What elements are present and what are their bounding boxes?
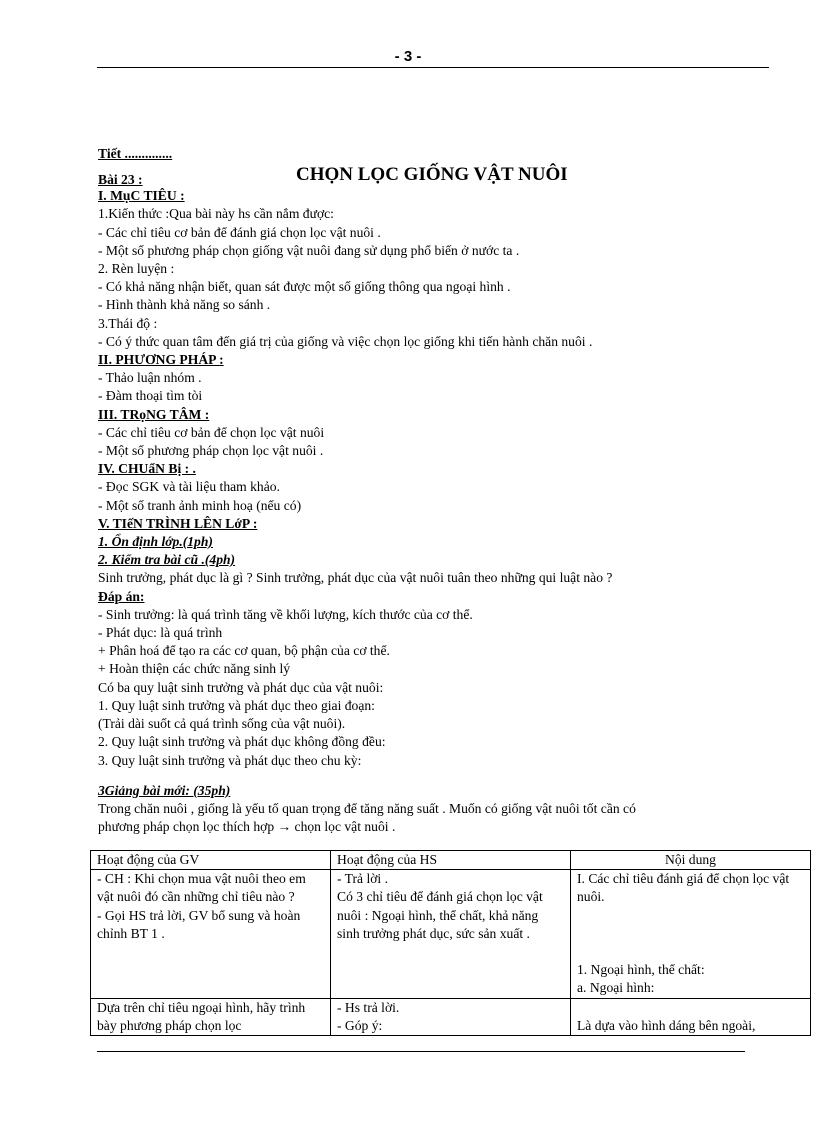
- preparation-line: - Đọc SGK và tài liệu tham khảo.: [98, 479, 280, 495]
- cell-line: Là dựa vào hình dáng bên ngoài,: [577, 1017, 756, 1033]
- cell-line: - Trả lời .: [337, 871, 389, 887]
- answer-line: + Hoàn thiện các chức năng sinh lý: [98, 661, 291, 677]
- footer-divider: [97, 1051, 745, 1052]
- document-body: [98, 145, 770, 836]
- objective-line: - Hình thành khả năng so sánh .: [98, 297, 271, 313]
- cell-line: - Góp ý:: [337, 1017, 383, 1033]
- teacher-activity-cell: [91, 998, 331, 1035]
- objective-line: - Có ý thức quan tâm đến giá trị của giống và việc chọn lọc giống khi tiến hành chăn nuôi .: [98, 333, 593, 349]
- answer-line: - Phát dục: là quá trình: [98, 625, 223, 641]
- student-activity-cell: [331, 870, 571, 998]
- cell-line: - CH : Khi chọn mua vật nuôi theo em vật nuôi đó cần những chỉ tiêu nào ?: [97, 871, 306, 905]
- objective-line: 2. Rèn luyện :: [98, 261, 175, 277]
- content-cell: [571, 870, 811, 998]
- student-activity-cell: [331, 998, 571, 1035]
- table-row: [91, 998, 811, 1035]
- lesson-activity-table: [90, 850, 811, 1036]
- lesson-title: CHỌN LỌC GIỐNG VẬT NUÔI: [296, 164, 568, 186]
- answer-line: Có ba quy luật sinh trưởng và phát dục của vật nuôi:: [98, 679, 384, 695]
- step-new-lesson: 3Giảng bài mới: (35ph): [98, 782, 231, 798]
- objective-line: - Có khả năng nhận biết, quan sát được một số giống thông qua ngoại hình .: [98, 279, 511, 295]
- table-header-cell: Hoạt động của HS: [331, 851, 571, 870]
- cell-line: Có 3 chỉ tiêu để đánh giá chọn lọc vật nuôi : Ngoại hình, thể chất, khả năng sinh trưởng phát dục, sức sản xuất .: [337, 889, 543, 941]
- method-line: - Đàm thoại tìm tòi: [98, 388, 203, 404]
- objective-line: - Một số phương pháp chọn giống vật nuôi đang sử dụng phổ biến ở nước ta .: [98, 242, 520, 258]
- content-cell: [571, 998, 811, 1035]
- answer-line: - Sinh trưởng: là quá trình tăng về khối lượng, kích thước của cơ thể.: [98, 606, 473, 622]
- table-row: [91, 870, 811, 998]
- section-heading-procedure: V. TIếN TRÌNH LÊN LớP :: [98, 515, 258, 531]
- section-heading-focus: III. TRọNG TÂM :: [98, 406, 210, 422]
- answer-line: 2. Quy luật sinh trưởng và phát dục không đồng đều:: [98, 734, 386, 750]
- cell-line: a. Ngoại hình:: [577, 980, 655, 996]
- cell-line: Dựa trên chỉ tiêu ngoại hình, hãy trình bày phương pháp chọn lọc: [97, 999, 306, 1033]
- cell-line: 1. Ngoại hình, thể chất:: [577, 962, 705, 978]
- answer-label: Đáp án:: [98, 588, 145, 604]
- focus-line: - Một số phương pháp chọn lọc vật nuôi .: [98, 443, 324, 459]
- cell-line: I. Các chỉ tiêu đánh giá để chọn lọc vật nuôi.: [577, 871, 790, 905]
- method-line: - Thảo luận nhóm .: [98, 370, 202, 386]
- review-question: Sinh trưởng, phát dục là gì ? Sinh trưởng, phát dục của vật nuôi tuân theo những qui luật nào ?: [98, 570, 613, 586]
- preparation-line: - Một số tranh ảnh minh hoạ (nếu có): [98, 497, 302, 513]
- step-class-organization: 1. Ổn định lớp.(1ph): [98, 534, 213, 550]
- table-header-cell: Hoạt động của GV: [91, 851, 331, 870]
- objective-line: 1.Kiến thức :Qua bài này hs cần nắm được:: [98, 206, 334, 222]
- lesson-period: Tiết ..............: [98, 146, 173, 161]
- focus-line: - Các chỉ tiêu cơ bản để chọn lọc vật nuôi: [98, 424, 325, 440]
- objective-line: - Các chỉ tiêu cơ bản để đánh giá chọn lọc vật nuôi .: [98, 224, 381, 240]
- header-divider: [97, 67, 769, 68]
- section-heading-methods: II. PHƯƠNG PHÁP :: [98, 352, 224, 368]
- answer-line: 3. Quy luật sinh trưởng và phát dục theo chu kỳ:: [98, 752, 362, 768]
- answer-line: + Phân hoá để tạo ra các cơ quan, bộ phận của cơ thể.: [98, 643, 390, 659]
- answer-line: (Trải dài suốt cả quá trình sống của vật nuôi).: [98, 716, 346, 732]
- answer-line: 1. Quy luật sinh trưởng và phát dục theo giai đoạn:: [98, 697, 375, 713]
- section-heading-objectives: I. MụC TIÊU :: [98, 188, 185, 204]
- table-header-row: [91, 851, 811, 870]
- page-number: - 3 -: [394, 48, 422, 65]
- lesson-title-row: [98, 163, 770, 187]
- intro-line: Trong chăn nuôi , giống là yếu tố quan trọng để tăng năng suất . Muốn có giống vật nuôi tốt cần có: [98, 800, 636, 816]
- step-review: 2. Kiểm tra bài cũ .(4ph): [98, 552, 236, 568]
- section-heading-preparation: IV. CHUẩN Bị : .: [98, 461, 196, 477]
- cell-line: - Gọi HS trả lời, GV bổ sung và hoàn chỉnh BT 1 .: [97, 907, 301, 941]
- intro-line: phương pháp chọn lọc thích hợp → chọn lọc vật nuôi .: [98, 819, 396, 835]
- table-header-cell: Nội dung: [571, 851, 811, 870]
- lesson-number: Bài 23 :: [98, 172, 143, 188]
- objective-line: 3.Thái độ :: [98, 315, 158, 331]
- cell-line: - Hs trả lời.: [337, 999, 400, 1015]
- teacher-activity-cell: [91, 870, 331, 998]
